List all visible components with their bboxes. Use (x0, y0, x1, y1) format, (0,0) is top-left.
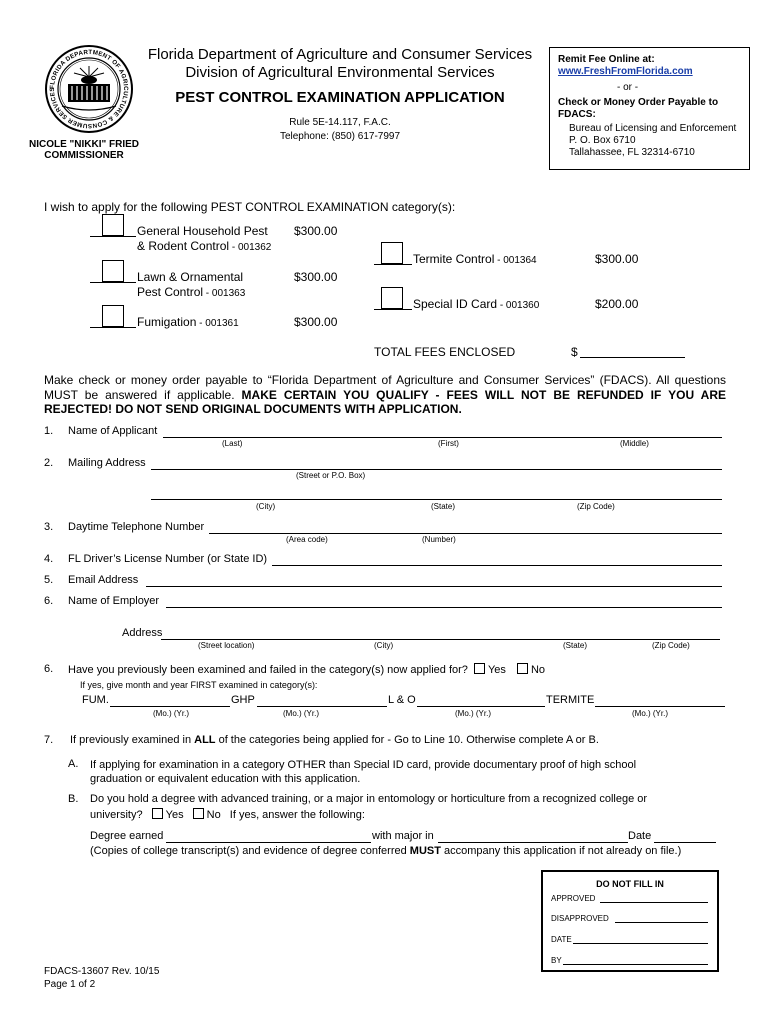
lo-checkbox[interactable] (102, 260, 124, 282)
fumigation-fee: $300.00 (294, 315, 338, 329)
payable-line2: FDACS: (558, 109, 596, 120)
special-id-code: - 001360 (497, 300, 540, 311)
total-dollar-sign: $ (571, 345, 578, 359)
q7-text-b: of the categories being applied for - Go to Line 10. Otherwise complete A or B. (215, 734, 599, 746)
degree-date-label: Date (628, 830, 652, 842)
q2-label: Mailing Address (68, 457, 146, 469)
total-fees-field[interactable] (580, 357, 685, 358)
q2-zip-hint: (Zip Code) (577, 502, 615, 511)
ghp-label-line1: General Household Pest (137, 224, 268, 238)
office-date-label: DATE (551, 935, 572, 944)
approved-label: APPROVED (551, 894, 596, 903)
q1-last-hint: (Last) (222, 439, 243, 448)
termite-label: Termite Control (413, 252, 495, 266)
major-field[interactable] (438, 842, 628, 843)
payment-notice (44, 373, 726, 417)
q7a-text: If applying for examination in a category OTHER than Special ID card, provide documentary proof of high school graduation or equivalent education with this application. (90, 759, 637, 785)
q3-number-hint: (Number) (422, 535, 456, 544)
lo-label-line2: Pest Control (137, 285, 204, 299)
q2-street-hint: (Street or P.O. Box) (296, 471, 366, 480)
q7b-letter: B. (68, 793, 79, 805)
q7b-no-checkbox[interactable] (193, 808, 204, 819)
form-number: FDACS-13607 Rev. 10/15 (44, 966, 160, 977)
mailing-street-field[interactable] (151, 469, 722, 470)
q6b-yes-checkbox[interactable] (474, 663, 485, 674)
termite-moyr-hint: (Mo.) (Yr.) (632, 709, 668, 718)
ghp-label-line2: & Rodent Control (137, 239, 230, 253)
page-number: Page 1 of 2 (44, 979, 96, 990)
major-label: with major in (372, 830, 434, 842)
commissioner-title: COMMISSIONER (44, 150, 124, 161)
q2-number: 2. (44, 457, 54, 469)
division-name: Division of Agricultural Environmental Services (185, 64, 495, 81)
mailing-city-state-zip-field[interactable] (151, 499, 722, 500)
fumigation-code: - 001361 (196, 318, 239, 329)
q1-number: 1. (44, 425, 54, 437)
drivers-license-field[interactable] (272, 565, 722, 566)
email-field[interactable] (146, 586, 722, 587)
emp-zip-hint: (Zip Code) (652, 641, 690, 650)
q1-label: Name of Applicant (68, 425, 158, 437)
disapproved-label: DISAPPROVED (551, 914, 609, 923)
q3-number: 3. (44, 521, 54, 533)
q6b-no-checkbox[interactable] (517, 663, 528, 674)
copies-note (90, 845, 681, 857)
fdacs-seal (44, 44, 134, 134)
q1-first-hint: (First) (438, 439, 459, 448)
disapproved-field (615, 922, 708, 923)
phone-field[interactable] (209, 533, 722, 534)
apply-intro: I wish to apply for the following PEST CONTROL EXAMINATION category(s): (44, 200, 456, 214)
employer-address-label: Address (122, 627, 163, 639)
emp-city-hint: (City) (374, 641, 394, 650)
seal-text: FLORIDA DEPARTMENT OF AGRICULTURE & CONSUMER SERVICES (48, 48, 130, 130)
termite-fee: $300.00 (595, 252, 639, 266)
q7b-text1: Do you hold a degree with advanced training, or a major in entomology or horticulture from a recognized college or (90, 793, 648, 805)
remit-address-bureau: Bureau of Licensing and Enforcement (569, 123, 737, 134)
q4-label: FL Driver’s License Number (or State ID) (68, 553, 268, 565)
degree-earned-field[interactable] (166, 842, 371, 843)
lo-code: - 001363 (203, 288, 246, 299)
ghp-fee: $300.00 (294, 224, 338, 238)
special-id-fee: $200.00 (595, 297, 639, 311)
notice-text: Make check or money order payable to “Florida Department of Agriculture and Consumer Services” (FDACS). All questions MUST be answered if applicable. (44, 373, 726, 402)
office-use-title: DO NOT FILL IN (596, 879, 664, 889)
q6-number: 6. (44, 595, 54, 607)
q7a-letter: A. (68, 758, 79, 770)
q7b-yes-checkbox[interactable] (152, 808, 163, 819)
q5-label: Email Address (68, 574, 139, 586)
form-title: PEST CONTROL EXAMINATION APPLICATION (175, 89, 505, 106)
q2-city-hint: (City) (256, 502, 276, 511)
q6-label: Name of Employer (68, 595, 160, 607)
fum-exam-date-field[interactable] (110, 706, 230, 707)
fum-exam-label: FUM. (82, 694, 109, 706)
lo-label-line1: Lawn & Ornamental (137, 270, 244, 284)
q1-middle-hint: (Middle) (620, 439, 649, 448)
termite-exam-label: TERMITE (546, 694, 595, 706)
q6b-question: Have you previously been examined and failed in the category(s) now applied for? (68, 664, 468, 676)
ghp-code: - 001362 (229, 242, 272, 253)
q7b-no-label: No (206, 809, 221, 821)
copies-note-bold: MUST (409, 845, 441, 857)
lo-moyr-hint: (Mo.) (Yr.) (455, 709, 491, 718)
office-by-label: BY (551, 956, 562, 965)
q2-state-hint: (State) (431, 502, 456, 511)
remit-address-city: Tallahassee, FL 32314-6710 (569, 147, 695, 158)
ghp-moyr-hint: (Mo.) (Yr.) (283, 709, 319, 718)
degree-date-field[interactable] (654, 842, 716, 843)
payable-line1: Check or Money Order Payable to (558, 97, 719, 108)
employer-name-field[interactable] (166, 607, 722, 608)
copies-note-a: (Copies of college transcript(s) and evidence of degree conferred (90, 845, 410, 857)
lo-fee: $300.00 (294, 270, 338, 284)
emp-state-hint: (State) (563, 641, 588, 650)
q6b-no-label: No (530, 664, 546, 676)
ghp-exam-date-field[interactable] (257, 706, 387, 707)
remit-online-label: Remit Fee Online at: (558, 54, 655, 65)
copies-note-b: accompany this application if not already on file.) (440, 845, 682, 857)
q3-label: Daytime Telephone Number (68, 521, 205, 533)
q7-text-a: If previously examined in (70, 734, 195, 746)
remit-address-pobox: P. O. Box 6710 (569, 135, 636, 146)
approved-field (600, 902, 708, 903)
commissioner-name: NICOLE "NIKKI" FRIED (28, 139, 140, 150)
termite-checkbox[interactable] (381, 242, 403, 264)
special-id-label: Special ID Card (413, 297, 498, 311)
fum-moyr-hint: (Mo.) (Yr.) (153, 709, 189, 718)
q4-number: 4. (44, 553, 54, 565)
q6b-yes-label: Yes (487, 664, 506, 676)
telephone: Telephone: (850) 617-7997 (279, 131, 401, 142)
q6b-number: 6. (44, 663, 54, 675)
fumigation-label: Fumigation (137, 315, 197, 329)
q7b-text3: If yes, answer the following: (229, 809, 365, 821)
q7-text (70, 734, 599, 746)
termite-code: - 001364 (494, 255, 537, 266)
remit-or: - or - (617, 82, 639, 93)
department-name: Florida Department of Agriculture and Consumer Services (147, 46, 533, 63)
q3-area-hint: (Area code) (286, 535, 328, 544)
office-by-field (563, 964, 708, 965)
lo-exam-label: L & O (388, 694, 416, 706)
q6b-row (68, 663, 545, 676)
applicant-name-field[interactable] (163, 437, 722, 438)
total-fees-label: TOTAL FEES ENCLOSED (374, 345, 516, 359)
q7b-row2 (90, 808, 365, 821)
emp-street-hint: (Street location) (198, 641, 255, 650)
fumigation-checkbox[interactable] (102, 305, 124, 327)
employer-address-field[interactable] (161, 639, 720, 640)
q7-text-bold: ALL (194, 734, 216, 746)
q6b-ifyes: If yes, give month and year FIRST examined in category(s): (80, 680, 318, 690)
ghp-exam-label: GHP (231, 694, 255, 706)
notice-warning: MAKE CERTAIN YOU QUALIFY - FEES WILL NOT BE REFUNDED IF YOU ARE REJECTED! DO NOT SEND ORIGINAL DOCUMENTS WITH APPLICATION. (44, 387, 727, 416)
termite-exam-date-field[interactable] (595, 706, 725, 707)
fdacs-website-link[interactable]: www.FreshFromFlorida.com (558, 66, 693, 77)
lo-exam-date-field[interactable] (417, 706, 545, 707)
ghp-checkbox[interactable] (102, 214, 124, 236)
rule-citation: Rule 5E-14.117, F.A.C. (289, 117, 391, 128)
special-id-checkbox[interactable] (381, 287, 403, 309)
q7-number: 7. (44, 734, 54, 746)
q7b-text2: university? (90, 809, 143, 821)
degree-label: Degree earned (90, 830, 164, 842)
q5-number: 5. (44, 574, 54, 586)
office-date-field (573, 943, 708, 944)
q7b-yes-label: Yes (165, 809, 184, 821)
